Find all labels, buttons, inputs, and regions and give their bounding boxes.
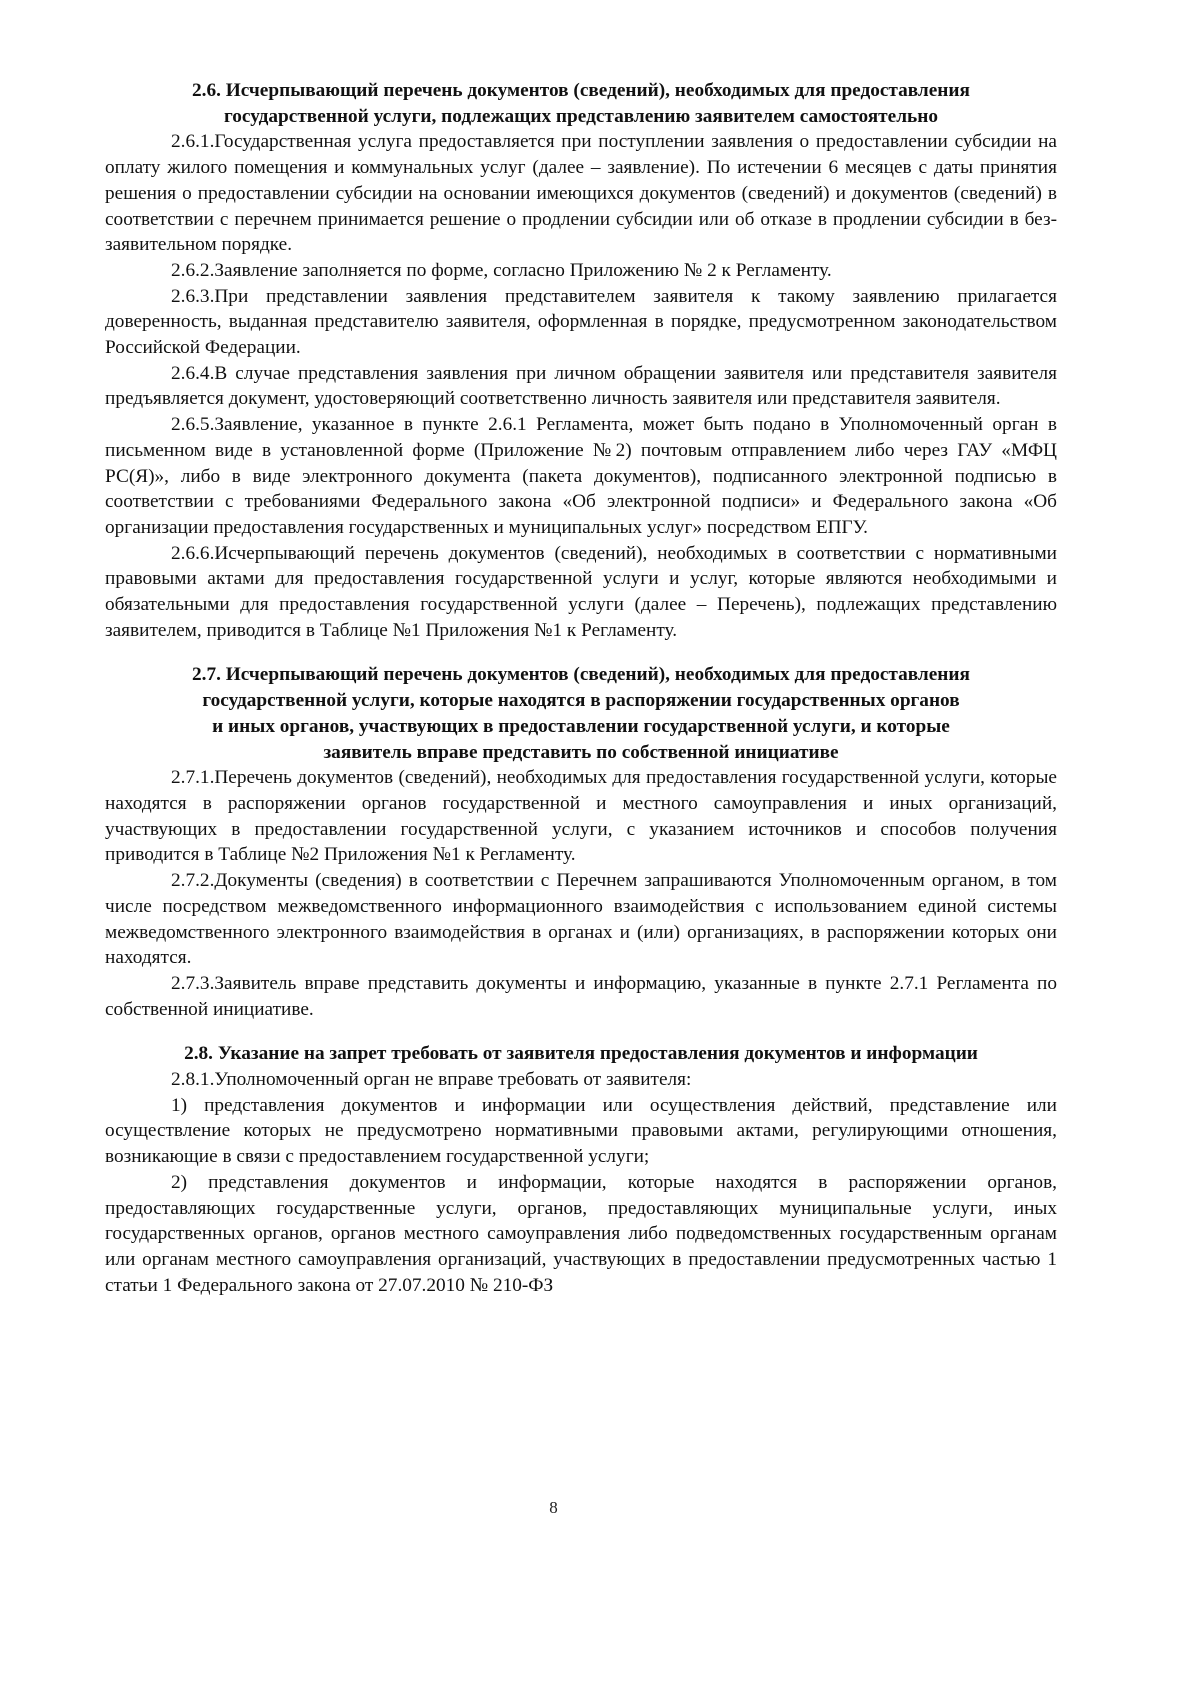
paragraph-2-6-2: 2.6.2.Заявление заполняется по форме, согласно Приложению № 2 к Регламенту. [171,259,832,281]
section-2-8 [105,1041,1057,1298]
paragraph-2-6-6: 2.6.6.Исчерпывающий перечень документов (сведений), необходимых в соответствии с нормативными правовыми актами для предоставления государственной услуги и услуг, которые являются необходимыми и обязательными для предоставления государственной услуги (далее – Перечень), подлежащих представлению заявителем, приводится в Таблице №1 Приложения №1 к Регламенту. [105,542,1057,641]
section-title-line: заявитель вправе представить по собственной инициативе [323,741,839,763]
section-spacer [105,1022,1057,1041]
paragraph-2-6-1: 2.6.1.Государственная услуга предоставляется при поступлении заявления о предоставлении субсидии на оплату жилого помещения и коммунальных услуг (далее – заявление). По истечении 6 месяцев с даты принятия решения о предоставлении субсидии на основании имеющихся документов (сведений) и документов (сведений) в соответствии с перечнем принимается решение о продлении субсидии или об отказе в продлении субсидии в без-заявительном порядке. [105,131,1057,256]
section-2-8-title [105,1041,1057,1067]
paragraph-2-6-4: 2.6.4.В случае представления заявления при личном обращении заявителя или представителя заявителя предъявляется документ, удостоверяющий соответственно личность заявителя или представителя заявителя. [105,362,1057,410]
paragraph-2-6-5: 2.6.5.Заявление, указанное в пункте 2.6.1 Регламента, может быть подано в Уполномоченный орган в письменном виде в установленной форме (Приложение №2) почтовым отправлением либо через ГАУ «МФЦ РС(Я)», либо в виде электронного документа (пакета документов), подписанного электронной подписью в соответствии с требованиями Федерального закона «Об электронной подписи» и Федерального закона «Об организации предоставления государственных и муниципальных услуг» посредством ЕПГУ. [105,414,1057,538]
section-title-line: государственной услуги, подлежащих представлению заявителем самостоятельно [224,105,938,127]
section-title-line: 2.8. Указание на запрет требовать от заявителя предоставления документов и информации [184,1043,978,1065]
paragraph-2-7-1: 2.7.1.Перечень документов (сведений), необходимых для предоставления государственной услуги, которые находятся в распоряжении органов государственной и местного самоуправления и иных организаций, участвующих в предоставлении государственной услуги, с указанием источников и способов получения приводится в Таблице №2 Приложения №1 к Регламенту. [105,767,1057,866]
section-2-7 [105,662,1057,1022]
section-title-line: 2.6. Исчерпывающий перечень документов (сведений), необходимых для предоставления [192,80,970,101]
paragraph-2-8-1: 2.8.1.Уполномоченный орган не вправе требовать от заявителя: [171,1069,692,1091]
paragraph-2-7-2: 2.7.2.Документы (сведения) в соответствии с Перечнем запрашиваются Уполномоченным органом, в том числе посредством межведомственного информационного взаимодействия с использованием единой системы межведомственного электронного взаимодействия в органах и (или) организациях, в распоряжении которых они находятся. [105,870,1057,969]
paragraph-2-7-3: 2.7.3.Заявитель вправе представить документы и информацию, указанные в пункте 2.7.1 Регламента по собственной инициативе. [105,972,1057,1020]
section-title-line: государственной услуги, которые находятся в распоряжении государственных органов [202,690,960,712]
paragraph-2-8-1-item-2: 2) представления документов и информации, которые находятся в распоряжении органов, предоставляющих государственные услуги, органов, предоставляющих муниципальные услуги, иных государственных органов, органов местного самоуправления либо подведомственных государственным органам или органам местного самоуправления организаций, участвующих в предоставлении предусмотренных частью 1 статьи 1 Федерального закона от 27.07.2010 № 210-ФЗ [105,1171,1057,1296]
page-number: 8 [549,1498,558,1517]
section-title-line: 2.7. Исчерпывающий перечень документов (сведений), необходимых для предоставления [192,664,970,686]
section-2-6 [105,78,1057,643]
section-spacer [105,643,1057,662]
section-title-line: и иных органов, участвующих в предоставлении государственной услуги, и которые [212,715,950,737]
section-2-7-title [105,662,1057,765]
document-page [105,78,1057,1298]
paragraph-2-6-3: 2.6.3.При представлении заявления представителем заявителя к такому заявлению прилагается доверенность, выданная представителю заявителя, оформленная в порядке, предусмотренном законодательством Российской Федерации. [105,285,1057,359]
section-2-6-title [105,78,1057,129]
paragraph-2-8-1-item-1: 1) представления документов и информации или осуществления действий, представление или осуществление которых не предусмотрено нормативными правовыми актами, регулирующими отношения, возникающие в связи с предоставлением государственной услуги; [105,1094,1057,1168]
